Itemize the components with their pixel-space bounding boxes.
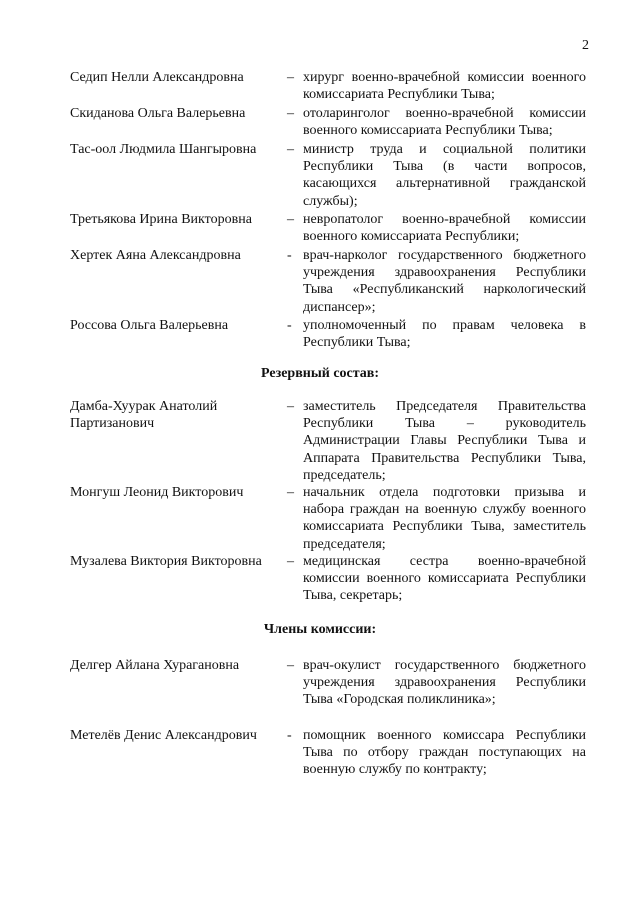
person-role: начальник отдела подготовки призыва и набора граждан на военную службу военного комиссариата Республики Тыва, заместитель председателя; (303, 485, 586, 552)
person-role: врач-окулист государственного бюджетного учреждения здравоохранения Республики Тыва «Городская поликлиника»; (303, 658, 586, 708)
list-item (70, 211, 586, 247)
person-role: министр труда и социальной политики Республики Тыва (в части вопросов, касающихся альтернативной гражданской службы); (303, 142, 586, 209)
list-item (70, 69, 586, 105)
person-role: заместитель Председателя Правительства Республики Тыва – руководитель Администрации Главы Республики Тыва и Аппарата Правительства Республики Тыва, председатель; (303, 399, 586, 483)
dash-separator: – (287, 399, 294, 414)
person-role: медицинская сестра военно-врачебной комиссии военного комиссариата Республики Тыва, секретарь; (303, 554, 586, 604)
person-role: невропатолог военно-врачебной комиссии военного комиссариата Республики; (303, 212, 586, 245)
dash-separator: – (287, 212, 294, 227)
person-role: врач-нарколог государственного бюджетного учреждения здравоохранения Республики Тыва «Республиканский наркологический диспансер»; (303, 248, 586, 315)
dash-separator: – (287, 554, 294, 569)
person-name: Россова Ольга Валерьевна (70, 318, 229, 333)
list-item (70, 317, 586, 353)
section-heading-reserve: Резервный состав: (260, 366, 380, 381)
dash-separator: - (287, 248, 292, 263)
person-name: Метелёв Денис Александрович (70, 728, 257, 743)
members-list-reserve (70, 398, 586, 605)
dash-separator: – (287, 106, 294, 121)
list-item (70, 141, 586, 211)
dash-separator: - (287, 728, 292, 743)
person-role: хирург военно-врачебной комиссии военного комиссариата Республики Тыва; (303, 70, 586, 103)
list-item (70, 247, 586, 317)
list-item (70, 105, 586, 141)
members-list-main (70, 69, 586, 353)
person-name: Монгуш Леонид Викторович (70, 485, 244, 500)
person-name: Скиданова Ольга Валерьевна (70, 106, 246, 121)
person-role: уполномоченный по правам человека в Республики Тыва; (303, 318, 586, 351)
person-role: отоларинголог военно-врачебной комиссии военного комиссариата Республики Тыва; (303, 106, 586, 139)
person-role: помощник военного комиссара Республики Тыва по отбору граждан поступающих на военную службу по контракту; (303, 728, 586, 778)
person-name: Седип Нелли Александровна (70, 70, 244, 85)
person-name: Музалева Виктория Викторовна (70, 554, 262, 569)
dash-separator: – (287, 658, 294, 673)
person-name: Хертек Аяна Александровна (70, 248, 241, 263)
section-heading-members: Члены комиссии: (263, 622, 377, 637)
members-list-commission (70, 657, 586, 797)
list-item (70, 727, 586, 797)
person-name: Третьякова Ирина Викторовна (70, 212, 252, 227)
list-item (70, 553, 586, 605)
dash-separator: – (287, 142, 294, 157)
page-number: 2 (582, 38, 589, 53)
dash-separator: – (287, 485, 294, 500)
list-item (70, 657, 586, 727)
person-name: Тас-оол Людмила Шангыровна (70, 142, 257, 157)
person-name: Делгер Айлана Хурагановна (70, 658, 240, 673)
dash-separator: - (287, 318, 292, 333)
list-item (70, 398, 586, 484)
list-item (70, 484, 586, 553)
person-name: Дамба-Хуурак Анатолий Партизанович (70, 399, 218, 432)
dash-separator: – (287, 70, 294, 85)
